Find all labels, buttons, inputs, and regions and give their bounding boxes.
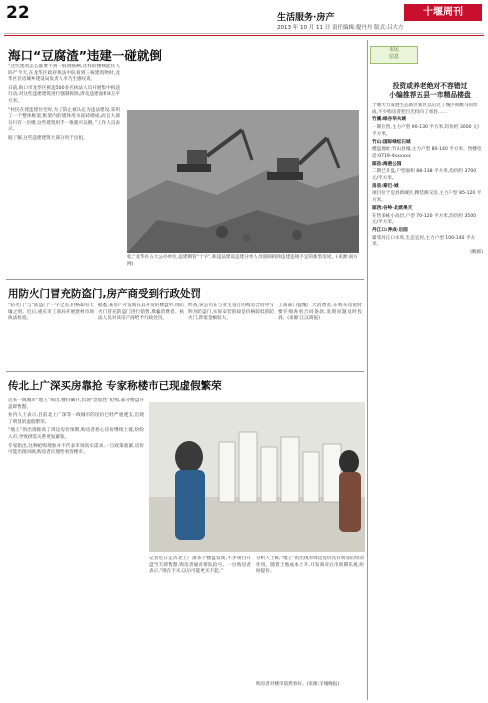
sidebar-item-name: 郧县:海港公园 xyxy=(372,161,402,167)
brand-badge: 十堰周刊 xyxy=(404,4,482,21)
sidebar-tag xyxy=(370,46,418,64)
article2-col1: “防火门”与“防盗门”一字之差,价格却有天壤之别。近日,重庆市工商局开展建材市场执法检查。 xyxy=(8,303,94,322)
page-number: 22 xyxy=(6,3,30,23)
article1-photo xyxy=(127,110,359,253)
sidebar-item-text: 项目位于房县新城区,精装修交房,主力户型 85-120 平方米。 xyxy=(372,191,482,204)
article3-body xyxy=(8,398,144,698)
sidebar-tag-top: 市民 xyxy=(388,47,399,53)
sidebar-body xyxy=(372,103,483,699)
article3-para: “地王”的出现推高了周边房价预期,购房者担心房价继续上涨,纷纷入市,导致供需关系更加紧张。 xyxy=(8,428,144,440)
sidebar-item-name: 竹溪:绿谷华夫城 xyxy=(372,117,406,123)
article1-para: 日前,海口市龙华区拆违500多名执法人员开展集中拆违行动,对这些违建建筑进行强制拆除,涉及违建面积4万平方米。 xyxy=(8,85,120,104)
divider xyxy=(6,371,364,372)
article2-title: 用防火门冒充防盗门,房产商受到行政处罚 xyxy=(8,288,201,300)
sidebar-item-text: 紧邻丹江口水库,生态宜居,主力户型 100-140 平方米。 xyxy=(372,235,476,248)
article2-col4: 工商部门提醒广大消费者,在购买房屋时要仔细查看合同条款,发现问题及时投诉。(来源:江汉商报) xyxy=(278,303,362,322)
article1-caption: 松,“龙华区五大公办单位,违建钢管“十字”,和违法建设违建分单人员强制拆除违建违规不足的新型房屋。(来源:南方网) xyxy=(127,255,358,267)
sidebar-item-name: 丹江口:养成·后园 xyxy=(372,227,408,233)
article2-col2: 据悉,某房产开发商在其开发的楼盘中,用防火门冒充防盗门进行销售,欺骗消费者。执法人员对该房产商给予行政处罚。 xyxy=(98,303,184,322)
article3-body-right: 分析人士称,“地王”的出现对周边房价具有明显的带动作用。随着土地成本上升,开发商对后市预期乐观,纷纷提价。 xyxy=(256,556,364,575)
article3-para: 专家指出,这种抢购现象并不代表市场真实需求,一旦政策收紧,房价可能出现回调,购房者应理性看待楼市。 xyxy=(8,443,144,456)
sidebar-item-text: 一期在售,主力户型 90-130 平方米,均价约 3000 元/平方米。 xyxy=(372,125,480,137)
sidebar-item-name: 竹山:国际绿松石城 xyxy=(372,139,411,145)
article1-title: 海口“豆腐渣”违建一碰就倒 xyxy=(8,48,162,63)
article1-para: “村民在建违建住宅时,为了防止被认定为违法建设,采用了一个整体框架,框架内的墙体用水泥砖砌成,而且大部分只有一层楼,这些建筑用手一推就可以倒。”工作人员表示。 xyxy=(8,107,120,133)
article1-para: “这些建筑怎么都要不到一般钢筋啊,这样的楼梯能住人吗?”今天,在龙华区政府执法中队看到三栋建筑物时,龙华区住房城乡建设局负责人李乃生感叹说。 xyxy=(8,64,120,83)
sidebar-item-name: 房县:秦巴·城 xyxy=(372,183,399,189)
header-rule xyxy=(4,33,484,34)
sidebar-footer: (鲍郧) xyxy=(470,250,483,256)
divider xyxy=(6,279,364,280)
article1-para: 据了解,这些违建建筑大部分用于出租。 xyxy=(8,135,88,141)
article3-body-mid: 记者近日走访北上广深多个楼盘发现,不少项目开盘当天即售罄,购房者通宵排队抢号。一位购房者表示,“现在不买,以后可能更买不起。” xyxy=(149,556,251,575)
sidebar-item-name: 郧西:谷岭·北欧果天 xyxy=(372,205,413,211)
column-divider xyxy=(367,40,368,700)
article1-body xyxy=(8,64,120,276)
article3-photo xyxy=(149,402,365,552)
article3-title: 传北上广深买房靠抢 专家称楼市已现虚假繁荣 xyxy=(8,380,222,392)
sidebar-item-text: 在售多栋小高层,户型 70-120 平方米,均价约 3500 元/平方米。 xyxy=(372,213,477,226)
page-header xyxy=(0,0,488,34)
section-name: 生活服务·房产 xyxy=(277,13,335,23)
sidebar-item-text: 二期已开盘,户型面积 88-138 平方米,均价约 3700 元/平方米。 xyxy=(372,169,477,182)
article3-para: 业内人士表示,目前北上广深等一线城市的房价已经严重透支,出现了明显的虚假繁荣。 xyxy=(8,413,144,425)
sidebar-title: 投资或养老绝对不容错过 小编推荐五县一市精品楼盘 xyxy=(389,82,471,99)
article3-caption: 购房者对楼市依然看好。(来源:羊城晚报) xyxy=(256,682,340,687)
header-accent-rule xyxy=(4,35,484,36)
article2-col3: 经查,该公司在与业主签订的购房合同中写明为防盗门,实际安装的却是价格较低的防火门,涉案金额较大。 xyxy=(188,303,274,322)
article3-para: 近来一线城市“地王”频出,楼价飙升,出现“恐慌性”抢购,部分楼盘开盘即售罄。 xyxy=(8,398,144,410)
dateline: 2013 年 10 月 11 日 责任编辑:提丹丹 版式:吕大方 xyxy=(277,25,404,31)
sidebar-item-text: 楼盘地址:竹山县城,主力户型 80-140 平方米。售楼电话:0719-4xxxxxx xyxy=(372,147,482,159)
sidebar-intro: 十堰大力发展生态新区新区以后过了城区和跳马的形成,不少购房者把目光投向了郊县…… xyxy=(372,103,478,115)
sidebar-tag-bottom: 信息 xyxy=(388,54,399,60)
